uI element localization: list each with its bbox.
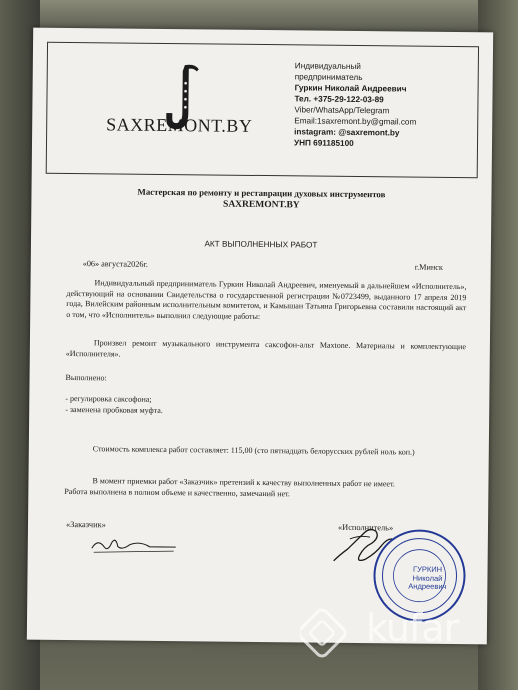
paragraph-completed: Работа выполнена в полном объеме и качественно, замечаний нет. [64, 486, 291, 499]
phone-text: Тел. +375-29-122-03-89 [294, 94, 384, 105]
document-sheet [27, 28, 493, 645]
workshop-title: Мастерская по ремонту и реставрации духовых инструментов [137, 186, 386, 200]
paragraph-no-claims: В момент приемки работ «Заказчик» претензий к качеству выполненных работ не имеет. [92, 476, 395, 489]
instagram-text: instagram: @saxremont.by [294, 127, 400, 138]
workshop-name: SAXREMONT.BY [223, 199, 300, 211]
entity-details [294, 60, 475, 150]
work-item: - заменена пробковая муфта. [65, 404, 163, 415]
contractor-caption: «Исполнитель» [337, 522, 394, 533]
stamp-line: Николай [412, 573, 443, 583]
customer-caption: «Заказчик» [65, 519, 106, 530]
entity-line1: Индивидуальный [294, 61, 361, 72]
entity-line2: предприниматель [294, 72, 363, 83]
paragraph-parties: Индивидуальный предприниматель Гуркин Николай Андреевич, именуемый в дальнейшем «Исполнитель», действующий на основании Свидетельства о государственной регистрации №0723499, выданного 17 апреля 2019 года, Вилейским районным исполнительным комитетом, и Камышан Татьяна Григорьевна составили настоящий акт о том, что «Исполнитель» выполнил следующие работы: [66, 278, 467, 321]
act-title: АКТ ВЫПОЛНЕННЫХ РАБОТ [204, 239, 318, 250]
work-list [65, 394, 465, 419]
work-item: - регулировка саксофона; [65, 393, 152, 404]
stamp-line: ГУРКИН [413, 564, 443, 574]
stamp-line: Андреевич [408, 581, 447, 592]
customer-signature [90, 534, 180, 557]
document-date: «06» августа2026г. [82, 259, 148, 269]
messengers-text: Viber/WhatsApp/Telegram [294, 105, 390, 116]
unp-text: УНП 691185100 [293, 138, 354, 148]
paragraph-repair: Произвел ремонт музыкального инструмента саксофон-альт Maxtone. Материалы и комплектующие «Исполнителя». [65, 338, 466, 359]
document-city: г.Минск [414, 262, 443, 272]
stamp-text [395, 565, 459, 591]
entity-name: Гуркин Николай Андреевич [294, 83, 407, 94]
paragraph-cost: Стоимость комплекса работ составляет: 115,00 (сто пятнадцать белорусских рублей ноль коп.) [92, 444, 415, 457]
watermark-text: kufar [366, 606, 459, 650]
email-text: Email:1saxremont.by@gmail.com [294, 116, 417, 127]
logo-text: SAXREMONT.BY [106, 114, 253, 136]
paragraph-done-heading: Выполнено: [65, 372, 107, 383]
